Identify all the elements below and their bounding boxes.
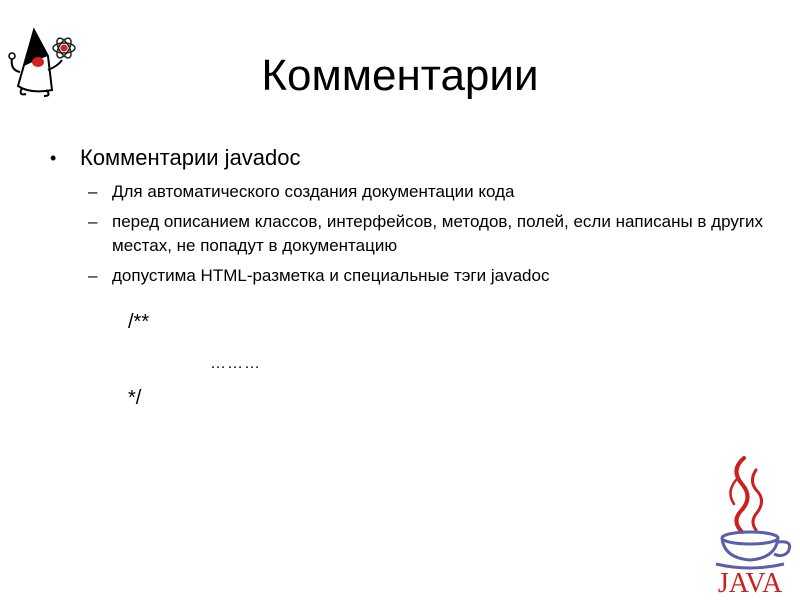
dash-icon: – [88, 182, 98, 201]
sub-bullet-text: Для автоматического создания документации кода [112, 182, 515, 201]
dash-icon: – [88, 266, 98, 285]
sub-bullet-item [48, 180, 768, 204]
bullet-item [48, 142, 768, 174]
java-wordmark: JAVA [717, 568, 783, 598]
java-coffee-cup-icon [700, 440, 800, 598]
bullet-list [48, 142, 768, 288]
bullet-text: Комментарии javadoc [80, 145, 301, 170]
code-comment-open: /** [128, 311, 150, 333]
sub-bullet-item [48, 210, 768, 258]
dash-icon: – [88, 212, 98, 231]
code-comment-close: */ [128, 387, 142, 409]
code-comment-dots: ……… [210, 355, 261, 372]
slide-title: Комментарии [261, 51, 539, 100]
sub-bullet-item [48, 264, 768, 288]
sub-bullet-text: допустима HTML-разметка и специальные тэги javadoc [112, 266, 550, 285]
bullet-dot-icon: • [50, 148, 57, 168]
sub-bullet-text: перед описанием классов, интерфейсов, методов, полей, если написаны в других местах, не попадут в документацию [112, 212, 764, 255]
